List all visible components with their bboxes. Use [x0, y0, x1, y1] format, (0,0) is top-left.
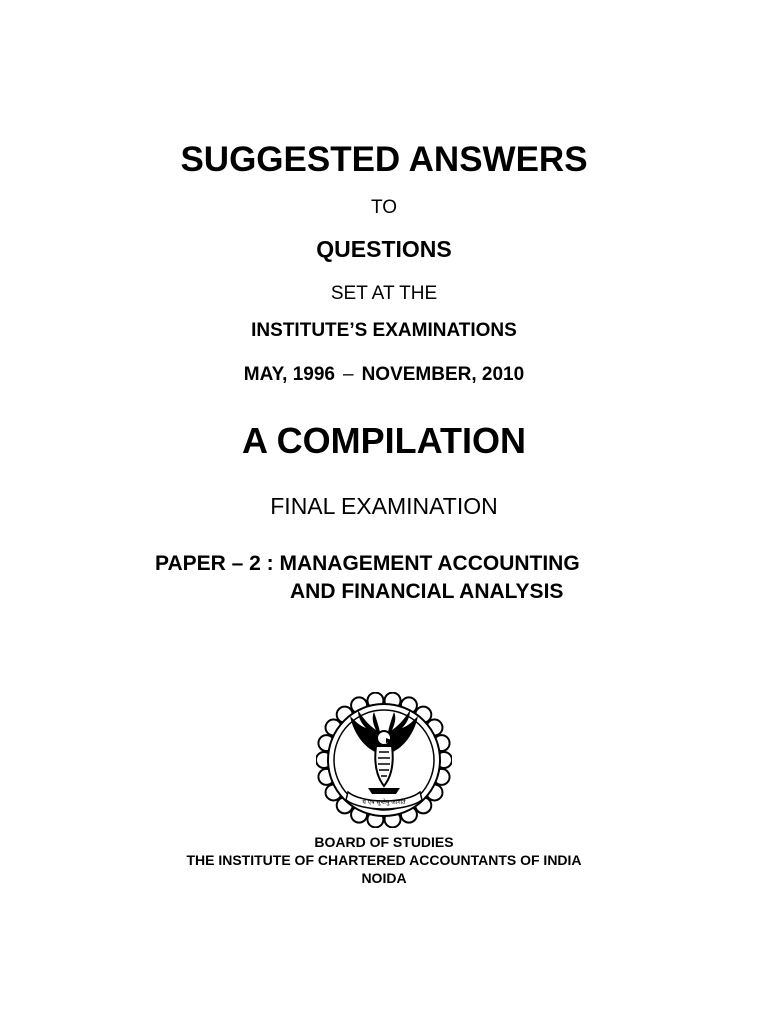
date-from: MAY, 1996	[243, 364, 335, 385]
date-to: NOVEMBER, 2010	[361, 364, 525, 385]
document-title: SUGGESTED ANSWERS	[180, 140, 588, 179]
paper-title-line1: PAPER – 2 : MANAGEMENT ACCOUNTING	[155, 552, 580, 575]
board-of-studies: BOARD OF STUDIES	[314, 834, 454, 850]
compilation-heading: A COMPILATION	[242, 420, 526, 461]
date-separator: –	[343, 364, 354, 385]
institute-examinations: INSTITUTE’S EXAMINATIONS	[251, 320, 517, 341]
paper-title-line2: AND FINANCIAL ANALYSIS	[290, 580, 564, 603]
to-text: TO	[370, 197, 398, 218]
final-examination: FINAL EXAMINATION	[270, 493, 498, 519]
date-range	[0, 364, 768, 386]
location-text: NOIDA	[361, 870, 407, 886]
set-at-text: SET AT THE	[330, 283, 438, 304]
seal-motto: य एष सुप्तेषु जागर्ति	[362, 799, 406, 806]
institute-name: THE INSTITUTE OF CHARTERED ACCOUNTANTS OF INDIA	[186, 852, 582, 868]
questions-heading: QUESTIONS	[316, 236, 452, 262]
icai-seal-icon	[316, 692, 452, 828]
